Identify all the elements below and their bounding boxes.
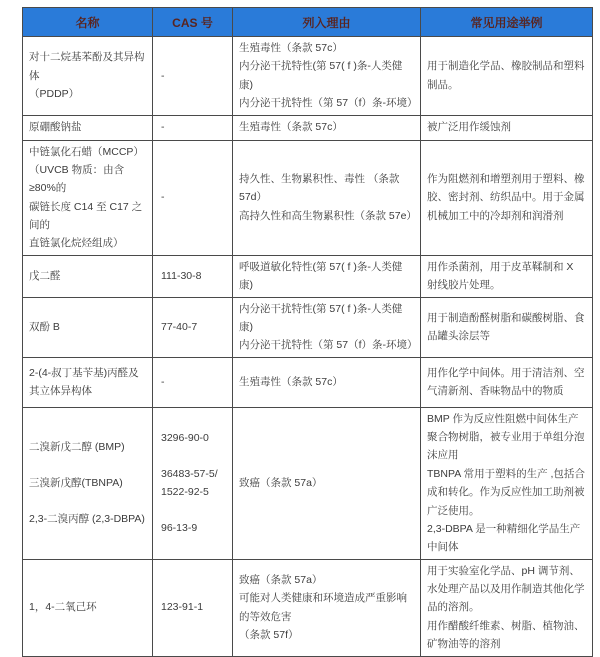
reason-cell — [233, 407, 421, 559]
text-line: 用于实验室化学品、pH 调节剂、水处理产品以及用作制造其他化学品的溶剂。 — [427, 564, 585, 614]
text-line: 持久性、生物累积性、毒性 （条款 57d） — [239, 173, 400, 204]
use-cell — [421, 407, 593, 559]
text-line: 双酚 B — [29, 320, 60, 333]
text-line: 123-91-1 — [161, 601, 204, 614]
text-line: 中链氯化石蜡（MCCP） — [29, 145, 144, 158]
text-line: - — [161, 191, 165, 204]
text-line: 戊二醛 — [29, 269, 61, 282]
text-line: 被广泛用作缓蚀剂 — [427, 121, 511, 134]
cas-cell — [153, 407, 233, 559]
text-line: 111-30-8 — [161, 269, 202, 282]
header-row — [23, 8, 593, 37]
text-line: 96-13-9 — [161, 522, 198, 535]
text-line: 2,3-二溴丙醇 (2,3-DBPA) — [29, 513, 145, 526]
text-line: - — [161, 375, 165, 388]
text-line — [29, 456, 146, 474]
column-header-reason: 列入理由 — [233, 8, 421, 37]
text-line: 77-40-7 — [161, 320, 198, 333]
text-line: 对十二烷基苯酚及其异构体 — [29, 51, 145, 82]
table-row — [23, 115, 593, 140]
table-row — [23, 140, 593, 255]
reason-cell — [233, 255, 421, 297]
column-header-uses: 常见用途举例 — [421, 8, 593, 37]
text-line: 用作化学中间体。用于清洁剂、空气清新剂、香味物品中的物质 — [427, 366, 585, 398]
use-cell — [421, 297, 593, 357]
table-row — [23, 357, 593, 407]
cas-cell — [153, 115, 233, 140]
name-cell — [23, 559, 153, 656]
text-line — [161, 447, 226, 465]
text-line: 36483-57-5/ — [161, 467, 218, 480]
use-cell — [421, 37, 593, 116]
table-row — [23, 297, 593, 357]
text-line: 高持久性和高生物累积性（条款 57e） — [239, 209, 417, 222]
reason-cell — [233, 357, 421, 407]
text-line: 作为阻燃剂和增塑剂用于塑料、橡胶、密封剂、纺织品中。用于金属机械加工中的冷却剂和润滑剂 — [427, 173, 585, 222]
text-line: TBNPA 常用于塑料的生产 ,包括合成和转化。作为反应性加工助剂被广泛使用。 — [427, 467, 585, 517]
reason-cell — [233, 559, 421, 656]
cas-cell — [153, 559, 233, 656]
text-line: 用作杀菌剂，用于皮革鞣制和 X 射线胶片处理。 — [427, 260, 574, 292]
text-line: 内分泌干扰特性(第 57( f )条-人类健康) — [239, 302, 403, 333]
name-cell — [23, 115, 153, 140]
svhc-table — [22, 7, 593, 657]
text-line: 用作醋酸纤维素、树脂、植物油、矿物油等的溶剂 — [427, 619, 585, 651]
text-line: - — [161, 121, 165, 134]
name-cell — [23, 357, 153, 407]
cas-cell — [153, 37, 233, 116]
name-cell — [23, 140, 153, 255]
text-line: 碳链长度 C14 至 C17 之间的 — [29, 200, 143, 231]
table-row — [23, 559, 593, 656]
cas-cell — [153, 255, 233, 297]
reason-cell — [233, 297, 421, 357]
use-cell — [421, 559, 593, 656]
text-line: 1522-92-5 — [161, 486, 209, 499]
cas-cell — [153, 357, 233, 407]
text-line: 致癌（条款 57a） — [239, 476, 323, 489]
use-cell — [421, 255, 593, 297]
use-cell — [421, 140, 593, 255]
use-cell — [421, 357, 593, 407]
column-header-name: 名称 — [23, 8, 153, 37]
table-body — [23, 37, 593, 657]
text-line: 二溴新戊二醇 (BMP) — [29, 440, 125, 453]
text-line: 2-(4-叔丁基苄基)丙醛及其立体异构体 — [29, 366, 139, 398]
column-header-cas: CAS 号 — [153, 8, 233, 37]
text-line — [161, 502, 226, 520]
reason-cell — [233, 37, 421, 116]
text-line: - — [161, 69, 165, 82]
table-row — [23, 255, 593, 297]
text-line: 呼吸道敏化特性(第 57( f )条-人类健康) — [239, 260, 403, 292]
text-line: 原硼酸钠盐 — [29, 121, 82, 134]
text-line: 3296-90-0 — [161, 431, 209, 444]
text-line: （UVCB 物质：由含≥80%的 — [29, 163, 125, 195]
text-line: 内分泌干扰特性（第 57（f）条-环境） — [239, 339, 418, 352]
name-cell — [23, 255, 153, 297]
text-line: 1，4-二氧己环 — [29, 601, 97, 614]
name-cell — [23, 37, 153, 116]
text-line: 可能对人类健康和环境造成严重影响的等效危害 — [239, 592, 407, 623]
text-line: 直链氯化烷烃组成） — [29, 237, 124, 250]
text-line: 用于制造化学品、橡胶制品和塑料制品。 — [427, 60, 585, 91]
text-line: 三溴新戊醇(TBNPA) — [29, 476, 123, 489]
text-line: （条款 57f） — [239, 628, 299, 641]
text-line: 2,3-DBPA 是一种精细化学品生产中间体 — [427, 522, 581, 554]
cas-cell — [153, 140, 233, 255]
text-line: 内分泌干扰特性(第 57( f )条-人类健康) — [239, 60, 403, 91]
name-cell — [23, 407, 153, 559]
table-row — [23, 407, 593, 559]
cas-cell — [153, 297, 233, 357]
text-line: 用于制造酚醛树脂和碳酸树脂、食品罐头涂层等 — [427, 311, 585, 343]
use-cell — [421, 115, 593, 140]
text-line: 致癌（条款 57a） — [239, 573, 323, 586]
name-cell — [23, 297, 153, 357]
reason-cell — [233, 140, 421, 255]
text-line: 生殖毒性（条款 57c） — [239, 375, 343, 388]
text-line: （PDDP） — [29, 87, 80, 100]
table-header — [23, 8, 593, 37]
text-line: 生殖毒性（条款 57c） — [239, 121, 343, 134]
text-line: 生殖毒性（条款 57c） — [239, 42, 343, 54]
text-line: 内分泌干扰特性（第 57（f）条-环境） — [239, 97, 418, 110]
text-line — [29, 492, 146, 510]
text-line: BMP 作为反应性阻燃中间体生产聚合物树脂，被专业用于单组分泡沫应用 — [427, 412, 585, 462]
reason-cell — [233, 115, 421, 140]
table-row — [23, 37, 593, 116]
